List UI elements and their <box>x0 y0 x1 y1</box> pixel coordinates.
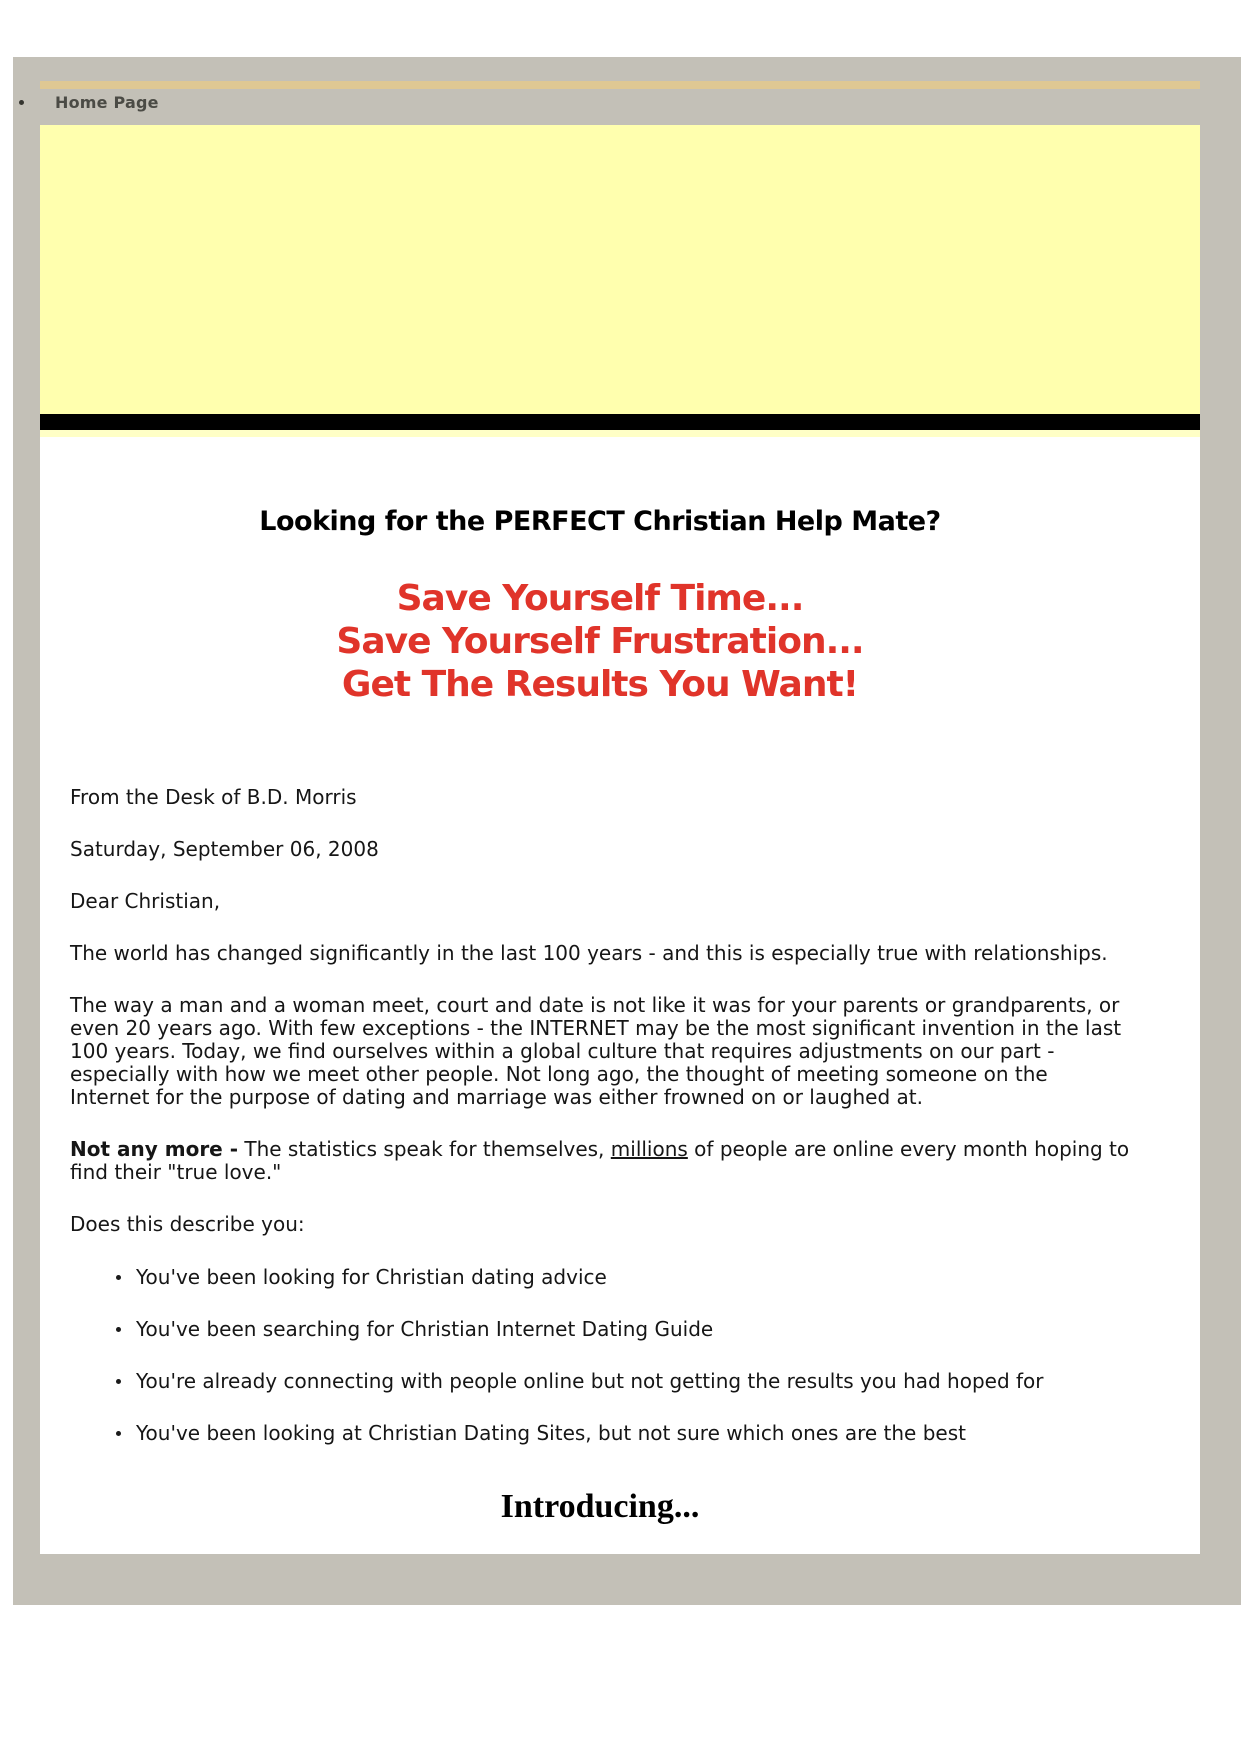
paragraph-meeting-changed: The way a man and a woman meet, court and date is not like it was for your parents or grandparents, or even 20 years ago. With few exceptions - the INTERNET may be the most significant invention in the last 100 years. Today, we find ourselves within a global culture that requires adjustments on our part - especially with how we meet other people. Not long ago, the thought of meeting someone on the Internet for the purpose of dating and marriage was either frowned on or laughed at. <box>70 993 1122 1109</box>
list-item: You've been searching for Christian Internet Dating Guide <box>116 1318 1130 1341</box>
red-subheadline-line3: Get The Results You Want! <box>341 664 859 705</box>
from-line: From the Desk of B.D. Morris <box>70 785 357 809</box>
introducing-heading: Introducing... <box>500 1488 700 1525</box>
not-any-more-text: The statistics speak for themselves, <box>238 1137 611 1161</box>
red-subheadline-line2: Save Yourself Frustration... <box>336 621 864 662</box>
not-any-more-text-end: of people are online every month hoping to find their "true love." <box>70 1137 1130 1184</box>
list-item: You've been looking at Christian Dating Sites, but not sure which ones are the best <box>116 1422 1130 1445</box>
qualify-bullet-list <box>70 1266 1130 1445</box>
salutation: Dear Christian, <box>70 889 221 913</box>
describe-prompt: Does this describe you: <box>70 1212 305 1236</box>
hero-banner <box>40 125 1200 414</box>
page-container <box>13 57 1241 1605</box>
paragraph-world-changed: The world has changed significantly in the last 100 years - and this is especially true with relationships. <box>70 941 1108 965</box>
date-line: Saturday, September 06, 2008 <box>70 837 379 861</box>
not-any-more-bold: Not any more - <box>70 1137 239 1161</box>
red-subheadline <box>70 577 1130 706</box>
black-divider-bar <box>40 414 1200 430</box>
sales-letter <box>40 437 1200 1554</box>
millions-underlined: millions <box>610 1137 688 1161</box>
red-subheadline-line1: Save Yourself Time... <box>396 578 804 619</box>
list-item: You've been looking for Christian dating advice <box>116 1266 1130 1289</box>
paragraph-not-any-more <box>70 1138 1130 1184</box>
yellow-strip <box>40 430 1200 437</box>
top-nav <box>40 93 1200 112</box>
bullet-icon <box>19 100 24 105</box>
top-accent-bar <box>40 81 1200 89</box>
page-title: Looking for the PERFECT Christian Help Mate? <box>259 506 941 537</box>
home-page-link[interactable]: Home Page <box>55 93 159 112</box>
list-item: You're already connecting with people online but not getting the results you had hoped for <box>116 1370 1130 1393</box>
